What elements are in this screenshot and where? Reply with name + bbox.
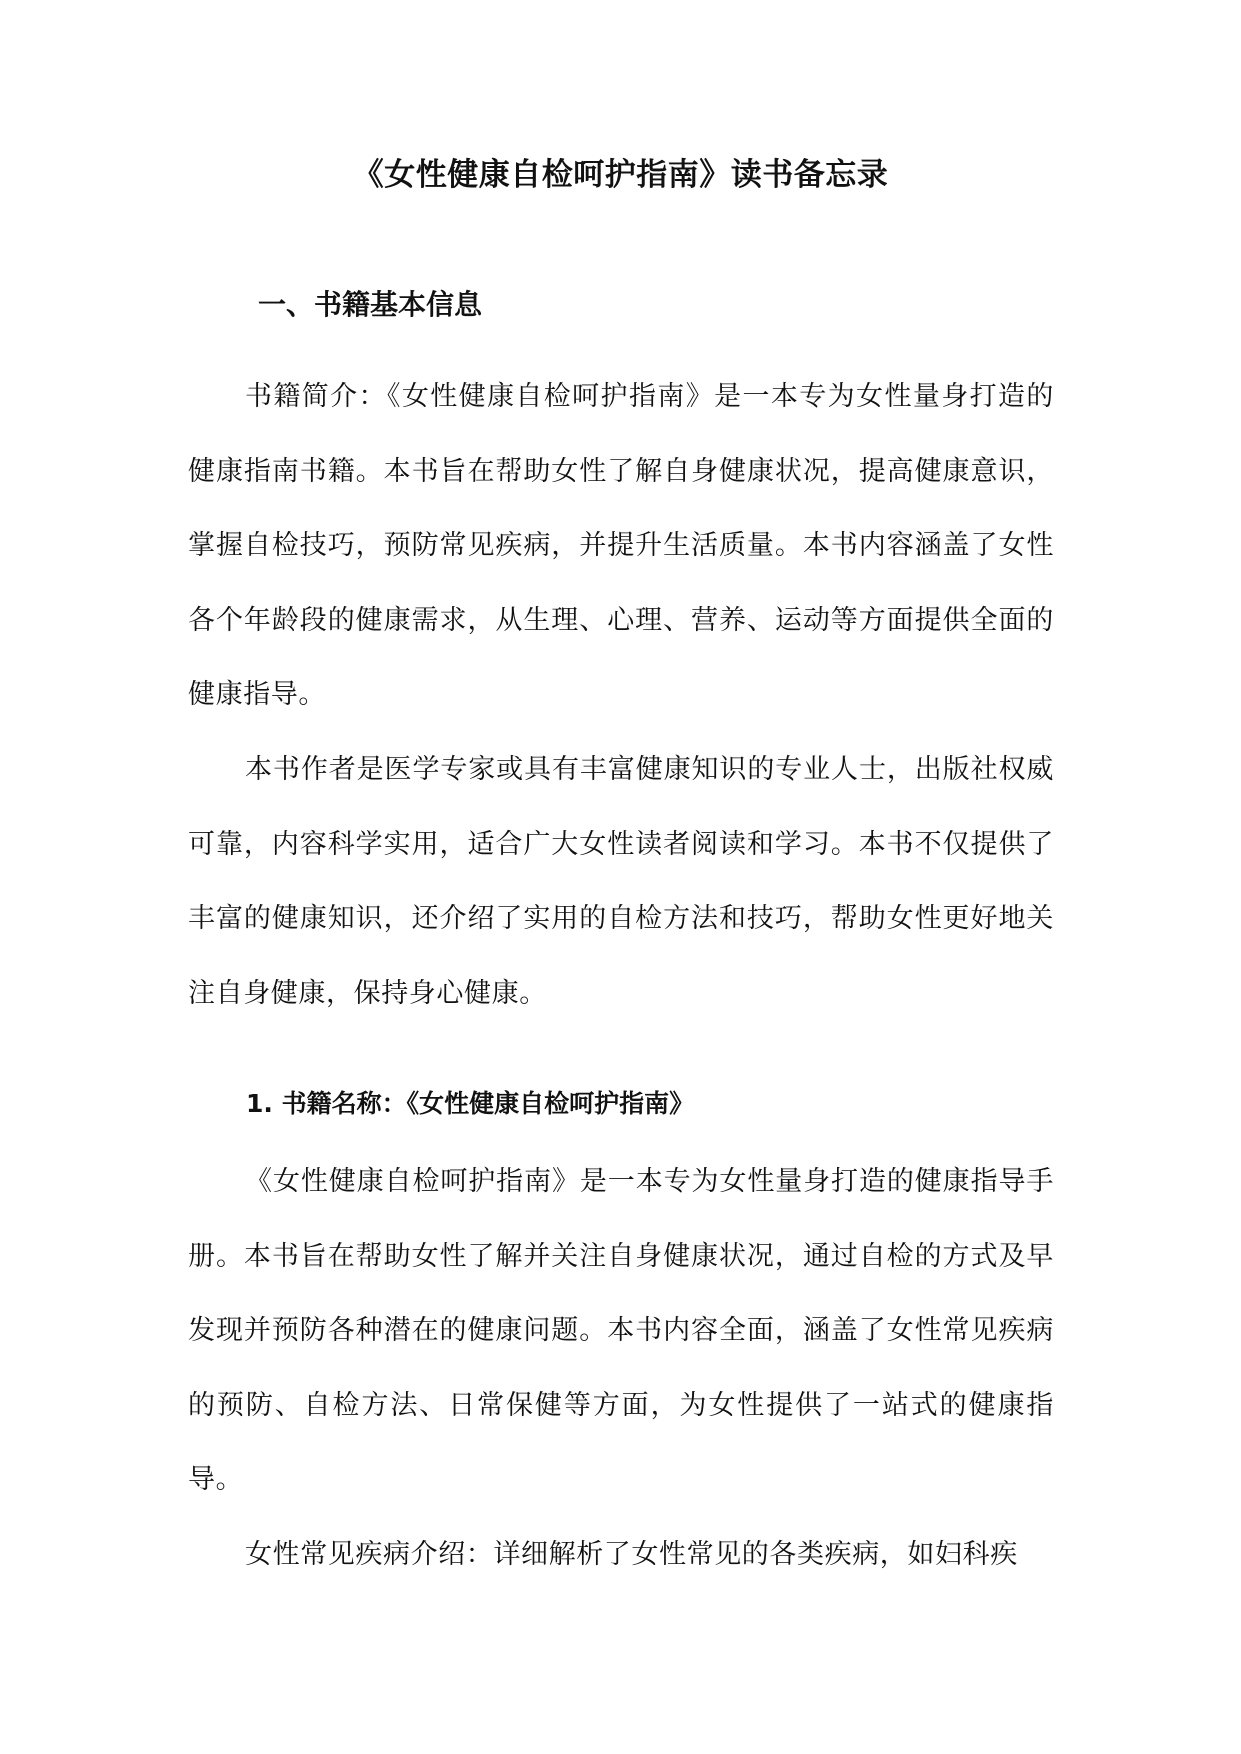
document-title: 《女性健康自检呵护指南》读书备忘录 xyxy=(352,157,889,193)
paragraph-book-description: 《女性健康自检呵护指南》是一本专为女性量身打造的健康指导手册。本书旨在帮助女性了解并关注自身健康状况，通过自检的方式及早发现并预防各种潜在的健康问题。本书内容全面，涵盖了女性常见疾病的预防、自检方法、日常保健等方面，为女性提供了一站式的健康指导。 xyxy=(188,1166,1054,1495)
paragraph-common-diseases: 女性常见疾病介绍：详细解析了女性常见的各类疾病，如妇科疾 xyxy=(245,1539,1018,1570)
section-heading-basic-info: 一、书籍基本信息 xyxy=(258,288,483,321)
paragraph-author-info: 本书作者是医学专家或具有丰富健康知识的专业人士，出版社权威可靠，内容科学实用，适合广大女性读者阅读和学习。本书不仅提供了丰富的健康知识，还介绍了实用的自检方法和技巧，帮助女性更好地关注自身健康，保持身心健康。 xyxy=(188,754,1054,1009)
paragraph-book-intro: 书籍简介：《女性健康自检呵护指南》是一本专为女性量身打造的健康指南书籍。本书旨在帮助女性了解自身健康状况，提高健康意识，掌握自检技巧，预防常见疾病，并提升生活质量。本书内容涵盖了女性各个年龄段的健康需求，从生理、心理、营养、运动等方面提供全面的健康指导。 xyxy=(188,381,1054,710)
subsection-heading-book-name: 1. 书籍名称：《女性健康自检呵护指南》 xyxy=(246,1089,695,1118)
